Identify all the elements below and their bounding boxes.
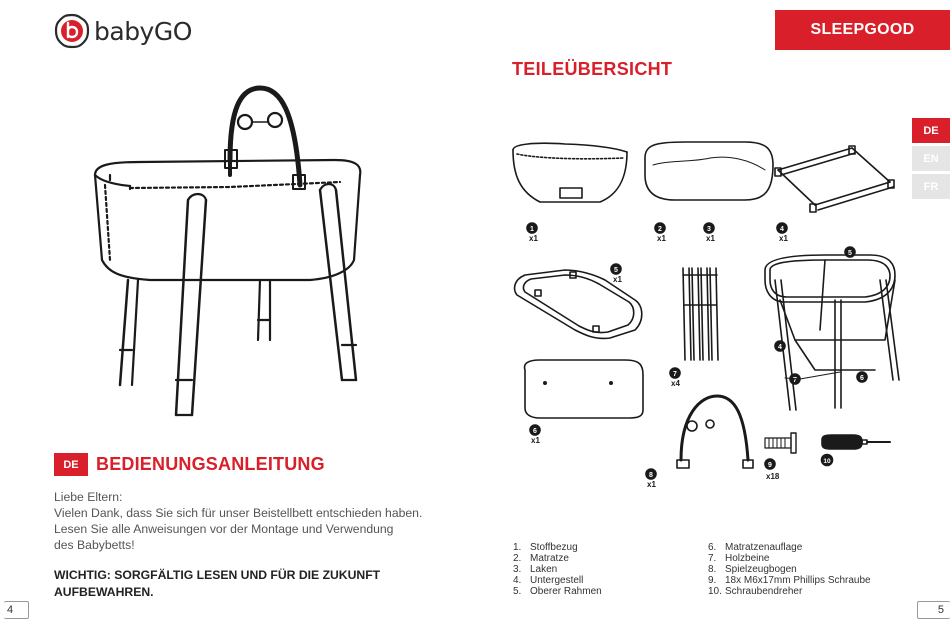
- qty-6: x1: [531, 436, 540, 445]
- intro-line: Lesen Sie alle Anweisungen vor der Montage und Verwendung: [54, 522, 394, 536]
- qty-7: x4: [671, 379, 680, 388]
- page-number-right: 5: [917, 601, 950, 619]
- list-item: 5. Oberer Rahmen: [513, 586, 602, 597]
- warning-line: AUFBEWAHREN.: [54, 585, 154, 599]
- part-base-frame: [775, 146, 894, 212]
- page-number-left: 4: [4, 601, 29, 619]
- assembly-marker-4: 4: [778, 344, 782, 351]
- marker-5: 5: [614, 267, 618, 274]
- list-item: 3. Laken: [513, 564, 558, 575]
- qty-8: x1: [647, 480, 656, 489]
- marker-2: 2: [658, 226, 662, 233]
- list-item: 8. Spielzeugbogen: [708, 564, 797, 575]
- part-mattress: [645, 142, 773, 200]
- section-title: BEDIENUNGSANLEITUNG: [96, 454, 325, 474]
- marker-6: 6: [533, 428, 537, 435]
- part-screwdriver: [822, 435, 890, 449]
- part-wooden-legs: [683, 268, 718, 360]
- product-banner: SLEEPGOOD: [775, 10, 950, 50]
- language-tabs: [912, 118, 950, 202]
- parts-list: [513, 542, 903, 597]
- qty-5: x1: [613, 275, 622, 284]
- intro-text: [54, 489, 434, 553]
- qty-2: x1: [657, 234, 666, 243]
- logo-text: babyGO: [94, 16, 192, 46]
- assembly-marker-5: 5: [848, 250, 852, 257]
- intro-line: Liebe Eltern:: [54, 490, 123, 504]
- parts-diagram: [495, 130, 910, 495]
- list-item: 7. Holzbeine: [708, 553, 770, 564]
- warning-line: WICHTIG: SORGFÄLTIG LESEN UND FÜR DIE ZUKUNFT: [54, 568, 381, 582]
- babygo-logo-icon: [54, 13, 90, 49]
- list-item: 9. 18x M6x17mm Phillips Schraube: [708, 575, 871, 586]
- part-fabric-cover: [513, 143, 627, 202]
- section-heading: [54, 453, 325, 476]
- intro-line: Vielen Dank, dass Sie sich für unser Beistellbett entschieden haben.: [54, 506, 423, 520]
- tab-en[interactable]: EN: [912, 146, 950, 171]
- assembly-marker-6: 6: [860, 375, 864, 382]
- right-page: [475, 0, 950, 634]
- part-assembled-frame: [765, 255, 899, 410]
- tab-fr[interactable]: FR: [912, 174, 950, 199]
- language-badge: DE: [54, 453, 88, 476]
- qty-1: x1: [529, 234, 538, 243]
- marker-3: 3: [707, 226, 711, 233]
- list-item: 2. Matratze: [513, 553, 569, 564]
- marker-10: 10: [823, 458, 831, 465]
- marker-4: 4: [780, 226, 784, 233]
- part-screw: [765, 433, 796, 453]
- tab-de[interactable]: DE: [912, 118, 950, 143]
- qty-9: x18: [766, 472, 780, 481]
- part-mattress-pad: [525, 360, 643, 418]
- part-toy-arch: [677, 396, 753, 468]
- list-item: 10. Schraubendreher: [708, 586, 803, 597]
- list-item: 6. Matratzenauflage: [708, 542, 803, 553]
- parts-title: TEILEÜBERSICHT: [512, 59, 673, 79]
- bassinet-illustration: [80, 80, 380, 420]
- marker-1: 1: [530, 226, 534, 233]
- list-item: 1. Stoffbezug: [513, 542, 578, 553]
- brand-logo: [54, 13, 192, 49]
- qty-4: x1: [779, 234, 788, 243]
- marker-7: 7: [673, 371, 677, 378]
- marker-8: 8: [649, 472, 653, 479]
- marker-9: 9: [768, 462, 772, 469]
- warning-text: [54, 567, 414, 601]
- intro-line: des Babybetts!: [54, 538, 135, 552]
- qty-3: x1: [706, 234, 715, 243]
- part-top-frame: [515, 270, 642, 338]
- list-item: 4. Untergestell: [513, 575, 584, 586]
- assembly-marker-7: 7: [793, 377, 797, 384]
